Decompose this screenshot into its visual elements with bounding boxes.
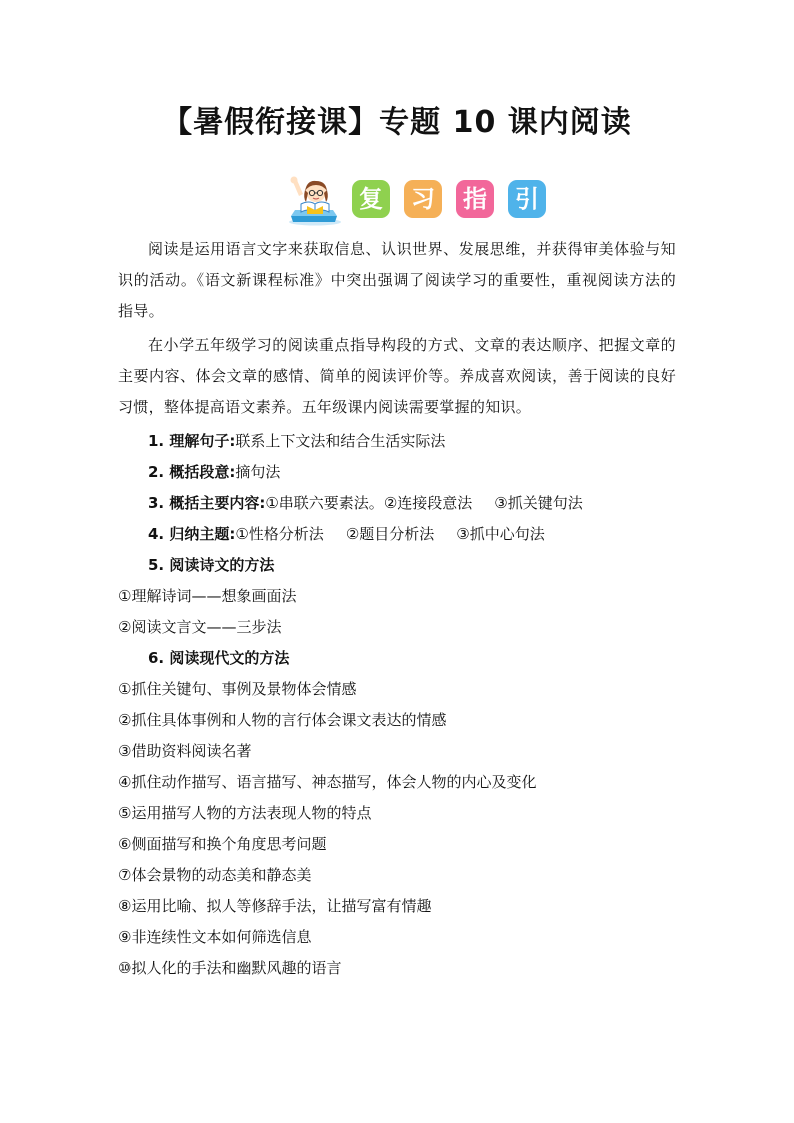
list-item: ⑨非连续性文本如何筛选信息 <box>118 928 312 946</box>
item-label: 2. 概括段意: <box>148 463 236 481</box>
list-item: ②阅读文言文——三步法 <box>118 618 282 636</box>
banner-tiles <box>352 180 546 218</box>
list-item: ①理解诗词——想象画面法 <box>118 587 297 605</box>
list-item <box>118 457 676 488</box>
item-label: 4. 归纳主题: <box>148 525 236 543</box>
list-item: ⑦体会景物的动态美和静态美 <box>118 866 312 884</box>
item-label: 5. 阅读诗文的方法 <box>148 556 275 574</box>
item-text: ①串联六要素法。 <box>265 494 384 512</box>
list-item <box>118 550 676 581</box>
intro-paragraph-2: 在小学五年级学习的阅读重点指导构段的方式、文章的表达顺序、把握文章的主要内容、体会文章的感情、简单的阅读评价等。养成喜欢阅读，善于阅读的良好习惯，整体提高语文素养。五年级课内阅读需要掌握的知识。 <box>118 336 676 416</box>
intro-paragraph-1: 阅读是运用语言文字来获取信息、认识世界、发展思维，并获得审美体验与知识的活动。《语文新课程标准》中突出强调了阅读学习的重要性，重视阅读方法的指导。 <box>118 240 676 320</box>
review-guide-banner <box>285 176 545 226</box>
list-item: ⑤运用描写人物的方法表现人物的特点 <box>118 804 372 822</box>
list-item <box>118 426 676 457</box>
list-item <box>118 488 676 519</box>
item-text: ②连接段意法 <box>383 494 473 512</box>
list-item: ②抓住具体事例和人物的言行体会课文表达的情感 <box>118 711 447 729</box>
item-text: ③抓关键句法 <box>494 494 583 512</box>
item-text: ③抓中心句法 <box>456 525 545 543</box>
list-item <box>118 643 676 674</box>
item-text: 摘句法 <box>235 463 281 481</box>
tile-fu: 复 <box>352 180 390 218</box>
document-body <box>118 234 676 984</box>
list-item: ⑧运用比喻、拟人等修辞手法，让描写富有情趣 <box>118 897 432 915</box>
item-label: 6. 阅读现代文的方法 <box>148 649 290 667</box>
item-label: 3. 概括主要内容: <box>148 494 266 512</box>
list-item: ④抓住动作描写、语言描写、神态描写，体会人物的内心及变化 <box>118 773 537 791</box>
list-item: ③借助资料阅读名著 <box>118 742 252 760</box>
knowledge-list <box>118 426 676 984</box>
item-text: ②题目分析法 <box>345 525 435 543</box>
tile-zhi: 指 <box>456 180 494 218</box>
item-text: 联系上下文法和结合生活实际法 <box>235 432 446 450</box>
item-text: ①性格分析法 <box>235 525 324 543</box>
list-item: ⑩拟人化的手法和幽默风趣的语言 <box>118 959 342 977</box>
list-item: ①抓住关键句、事例及景物体会情感 <box>118 680 357 698</box>
tile-yin: 引 <box>508 180 546 218</box>
tile-xi: 习 <box>404 180 442 218</box>
student-reading-icon <box>285 176 343 226</box>
page-title: 【暑假衔接课】专题 10 课内阅读 <box>162 105 632 140</box>
item-label: 1. 理解句子: <box>148 432 236 450</box>
list-item <box>118 519 676 550</box>
list-item: ⑥侧面描写和换个角度思考问题 <box>118 835 327 853</box>
